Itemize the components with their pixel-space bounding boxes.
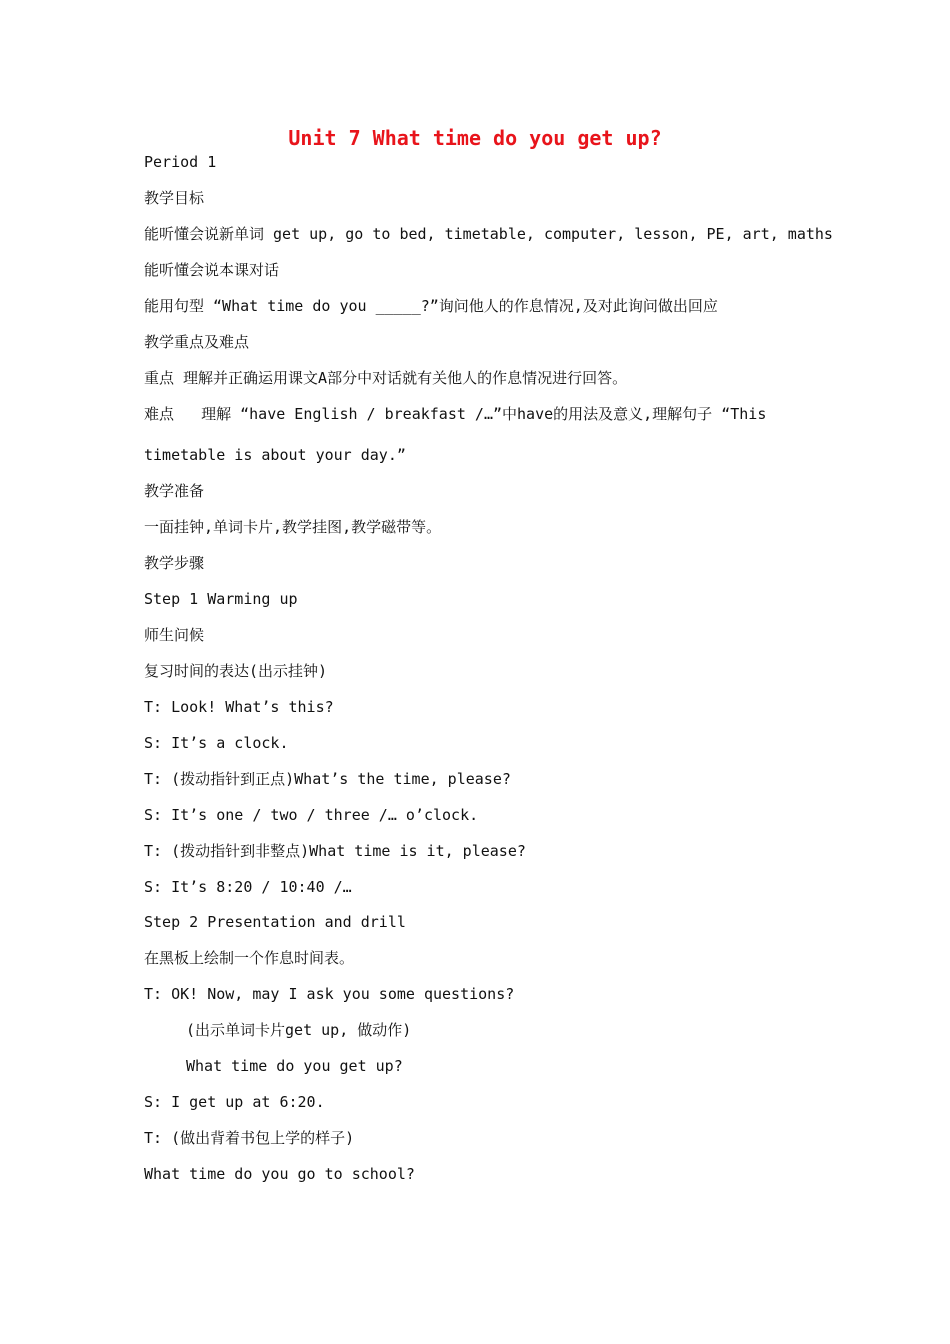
step-2-heading: Step 2 Presentation and drill	[144, 913, 406, 931]
objective-sentence-pattern: 能用句型 “What time do you _____?”询问他人的作息情况,及对此询问做出回应	[144, 297, 718, 315]
objective-dialogue: 能听懂会说本课对话	[144, 261, 280, 279]
step-1-heading: Step 1 Warming up	[144, 590, 298, 608]
dialogue-line: T: (拨动指针到正点)What’s the time, please?	[144, 770, 511, 788]
dialogue-line: T: (做出背着书包上学的样子)	[144, 1129, 355, 1147]
preparation-materials: 一面挂钟,单词卡片,教学挂图,教学磁带等。	[144, 518, 442, 536]
objective-vocabulary: 能听懂会说新单词 get up, go to bed, timetable, computer, lesson, PE, art, maths	[144, 225, 833, 243]
dialogue-line: S: It’s one / two / three /… o’clock.	[144, 806, 479, 824]
section-heading-objectives: 教学目标	[144, 189, 205, 207]
dialogue-line: T: Look! What’s this?	[144, 698, 334, 716]
period-label: Period 1	[144, 153, 217, 171]
page-title: Unit 7 What time do you get up?	[288, 126, 662, 150]
difficult-point: 难点 理解 “have English / breakfast /…”中have的用法及意义,理解句子 “This	[144, 405, 767, 423]
step-2-instruction: 在黑板上绘制一个作息时间表。	[144, 949, 355, 967]
dialogue-line-indented: (出示单词卡片get up, 做动作)	[186, 1021, 412, 1039]
section-heading-preparation: 教学准备	[144, 482, 205, 500]
dialogue-line: What time do you go to school?	[144, 1165, 415, 1183]
difficult-point-continued: timetable is about your day.”	[144, 446, 406, 464]
dialogue-line: T: OK! Now, may I ask you some questions?	[144, 985, 515, 1003]
dialogue-line: T: (拨动指针到非整点)What time is it, please?	[144, 842, 526, 860]
key-point: 重点 理解并正确运用课文A部分中对话就有关他人的作息情况进行回答。	[144, 369, 628, 387]
dialogue-line-indented: What time do you get up?	[186, 1057, 403, 1075]
dialogue-line: S: I get up at 6:20.	[144, 1093, 325, 1111]
step-1-greeting: 师生问候	[144, 626, 205, 644]
section-heading-key-points: 教学重点及难点	[144, 333, 250, 351]
step-1-review: 复习时间的表达(出示挂钟)	[144, 662, 328, 680]
section-heading-steps: 教学步骤	[144, 554, 205, 572]
dialogue-line: S: It’s a clock.	[144, 734, 289, 752]
dialogue-line: S: It’s 8:20 / 10:40 /…	[144, 878, 352, 896]
